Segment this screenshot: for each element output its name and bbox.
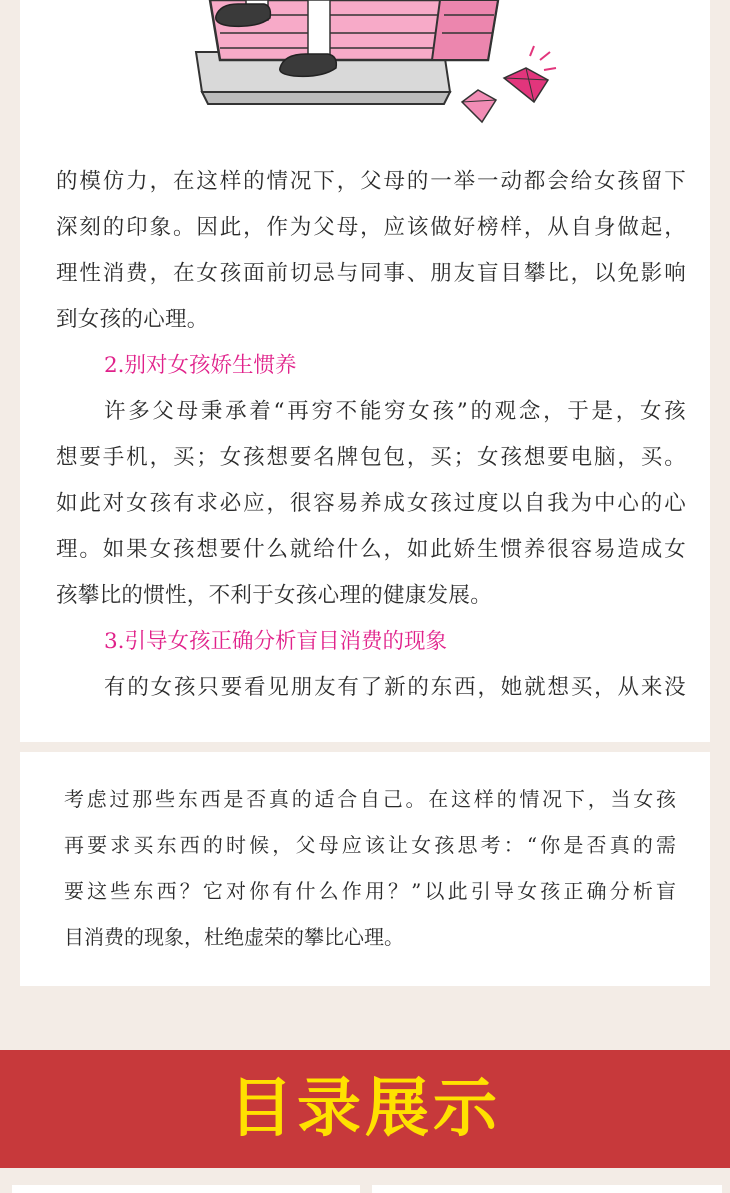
toc-banner bbox=[0, 1050, 730, 1168]
section-heading-2: 2.别对女孩娇生惯养 bbox=[104, 353, 297, 378]
paragraph-line: 深刻的印象。因此，作为父母，应该做好榜样，从自身做起， bbox=[56, 215, 686, 240]
paragraph-line: 如此对女孩有求必应，很容易养成女孩过度以自我为中心的心 bbox=[56, 491, 686, 516]
paragraph-line: 有的女孩只要看见朋友有了新的东西，她就想买，从来没 bbox=[104, 675, 686, 700]
toc-card-right bbox=[372, 1185, 722, 1193]
paragraph-line: 的模仿力，在这样的情况下，父母的一举一动都会给女孩留下 bbox=[56, 169, 686, 194]
paragraph-line: 到女孩的心理。 bbox=[56, 307, 209, 332]
paragraph-line: 再要求买东西的时候，父母应该让女孩思考：“你是否真的需 bbox=[64, 833, 676, 857]
section-heading-3: 3.引导女孩正确分析盲目消费的现象 bbox=[104, 629, 448, 654]
girl-on-pink-chest-illustration bbox=[20, 0, 710, 130]
content-card-1 bbox=[20, 0, 710, 742]
paragraph-line: 想要手机，买；女孩想要名牌包包，买；女孩想要电脑，买。 bbox=[56, 445, 686, 470]
paragraph-line: 孩攀比的惯性，不利于女孩心理的健康发展。 bbox=[56, 583, 493, 608]
paragraph-line: 要这些东西？它对你有什么作用？”以此引导女孩正确分析盲 bbox=[64, 879, 676, 903]
paragraph-line: 目消费的现象，杜绝虚荣的攀比心理。 bbox=[64, 925, 404, 949]
banner-title: 目录展示 bbox=[229, 1072, 501, 1146]
content-card-2 bbox=[20, 752, 710, 986]
paragraph-line: 理性消费，在女孩面前切忌与同事、朋友盲目攀比，以免影响 bbox=[56, 261, 686, 286]
paragraph-line: 考虑过那些东西是否真的适合自己。在这样的情况下，当女孩 bbox=[64, 787, 676, 811]
toc-card-left bbox=[12, 1185, 360, 1193]
paragraph-line: 许多父母秉承着“再穷不能穷女孩”的观念，于是，女孩 bbox=[104, 399, 686, 424]
paragraph-line: 理。如果女孩想要什么就给什么，如此娇生惯养很容易造成女 bbox=[56, 537, 686, 562]
